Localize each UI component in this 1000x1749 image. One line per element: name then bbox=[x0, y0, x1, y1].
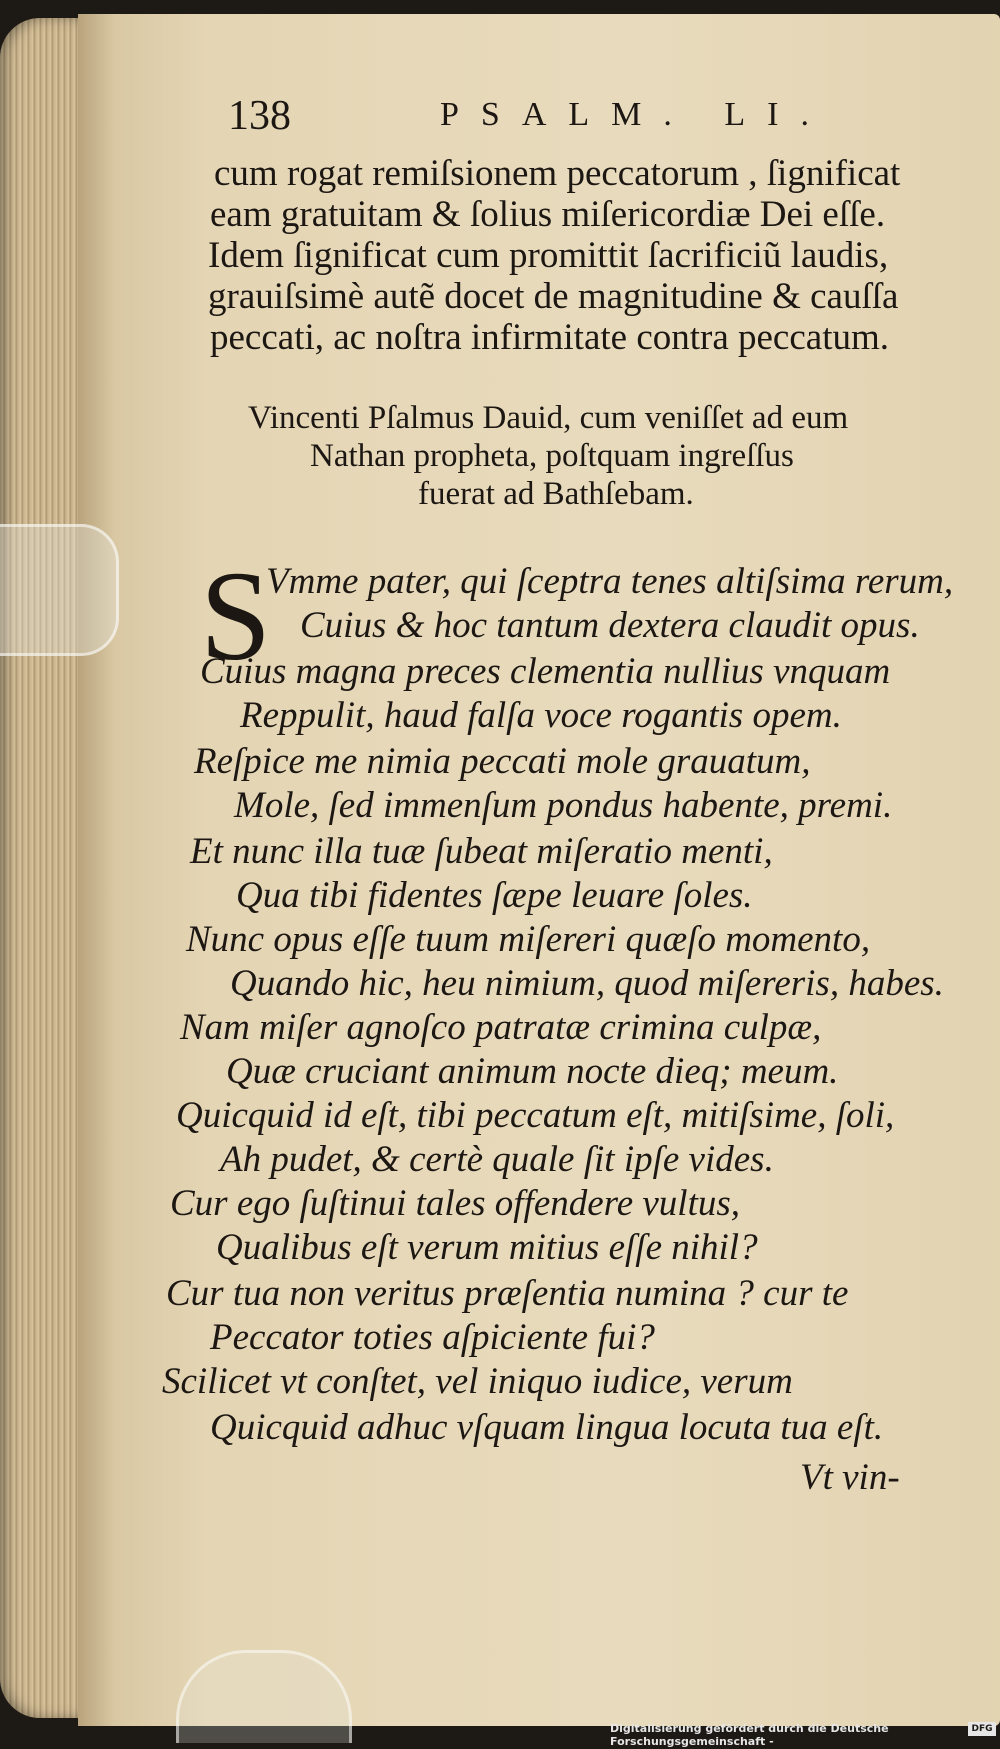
verse-line: Nunc opus eſſe tuum miſereri quæſo momento, bbox=[186, 919, 871, 960]
verse-line: Cuius magna preces clementia nullius vnquam bbox=[200, 651, 891, 692]
verse-line: Reppulit, haud falſa voce rogantis opem. bbox=[240, 695, 842, 736]
verse-line: Mole, ſed immenſum pondus habente, premi. bbox=[234, 785, 893, 826]
digitization-credit: Digitalisierung gefördert durch die Deutsche Forschungsgemeinschaft - bbox=[610, 1722, 889, 1748]
verse-line: Quæ cruciant animum nocte dieq; meum. bbox=[226, 1051, 839, 1092]
page-clip bbox=[0, 524, 119, 656]
page-number: 138 bbox=[228, 93, 291, 139]
verse-line: Reſpice me nimia peccati mole grauatum, bbox=[194, 741, 811, 782]
verse-line: Nam miſer agnoſco patratæ crimina culpæ, bbox=[180, 1007, 822, 1048]
running-title: PSALM. LI. bbox=[440, 96, 831, 133]
verse-line: Quicquid adhuc vſquam lingua locuta tua eſt. bbox=[210, 1407, 884, 1448]
verse-line: Qualibus eſt verum mitius eſſe nihil? bbox=[216, 1227, 758, 1268]
verse-line: Qua tibi fidentes ſæpe leuare ſoles. bbox=[236, 875, 753, 916]
intro-line: peccati, ac noſtra infirmitate contra peccatum. bbox=[210, 317, 890, 358]
dfg-logo: DFG bbox=[968, 1722, 996, 1736]
intro-line: cum rogat remiſsionem peccatorum , ſignificat bbox=[214, 153, 901, 194]
verse-line: Quando hic, heu nimium, quod miſereris, habes. bbox=[230, 963, 944, 1004]
intro-line: eam gratuitam & ſolius miſericordiæ Dei eſſe. bbox=[210, 194, 886, 235]
verse-line: Ah pudet, & certè quale ſit ipſe vides. bbox=[220, 1139, 774, 1180]
psalm-caption-line: Nathan propheta, poſtquam ingreſſus bbox=[310, 438, 794, 474]
drop-cap: S bbox=[200, 545, 272, 687]
verse-line: Vmme pater, qui ſceptra tenes altiſsima rerum, bbox=[266, 561, 954, 602]
verse-line: Cuius & hoc tantum dextera claudit opus. bbox=[300, 605, 920, 646]
psalm-caption-line: Vincenti Pſalmus Dauid, cum veniſſet ad eum bbox=[248, 400, 849, 436]
intro-line: Idem ſignificat cum promittit ſacrificiũ laudis, bbox=[208, 235, 889, 276]
verse-line: Cur ego ſuſtinui tales offendere vultus, bbox=[170, 1183, 741, 1224]
verse-line: Peccator toties aſpiciente fui? bbox=[210, 1317, 655, 1358]
verse-line: Et nunc illa tuæ ſubeat miſeratio menti, bbox=[190, 831, 773, 872]
verse-line: Quicquid id eſt, tibi peccatum eſt, mitiſsime, ſoli, bbox=[176, 1095, 895, 1136]
verse-line: Scilicet vt conſtet, vel iniquo iudice, verum bbox=[162, 1361, 793, 1402]
psalm-caption-line: fuerat ad Bathſebam. bbox=[418, 476, 694, 512]
catchword: Vt vin- bbox=[800, 1457, 900, 1498]
intro-line: grauiſsimè autẽ docet de magnitudine & cauſſa bbox=[208, 276, 899, 317]
verse-line: Cur tua non veritus præſentia numina ? cur te bbox=[166, 1273, 849, 1314]
